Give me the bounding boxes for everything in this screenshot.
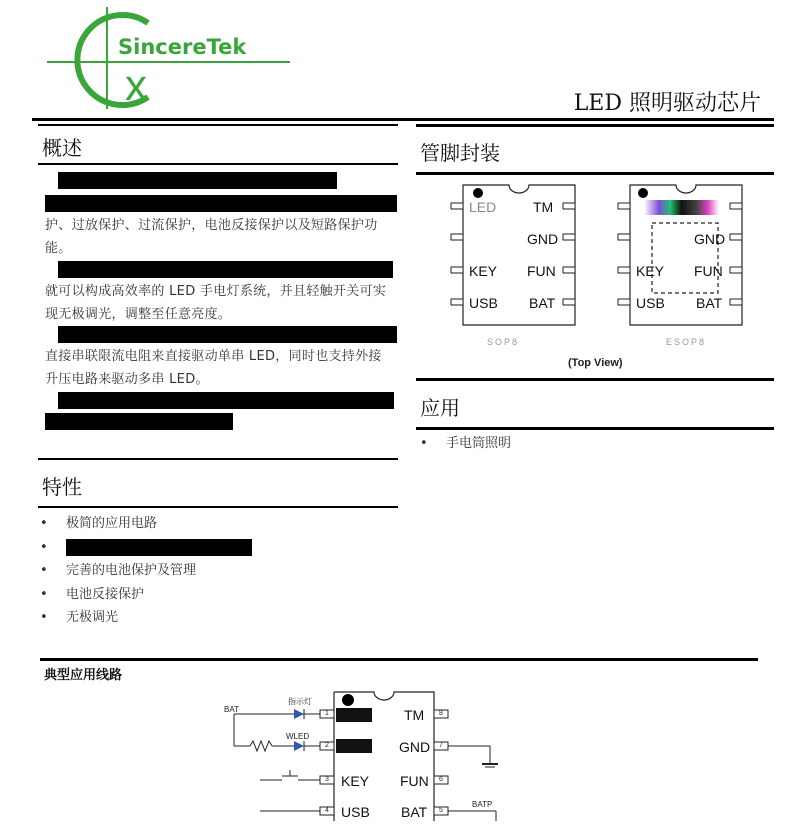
sop8-outline [447, 183, 582, 328]
redacted-block [58, 326, 397, 343]
overview-top-rule [38, 124, 398, 126]
feature-text: 无极调光 [66, 610, 119, 625]
pin-label-left: KEY [636, 263, 665, 279]
document-title: LED 照明驱动芯片 [573, 91, 761, 116]
features-title-rule [38, 506, 398, 508]
circuit-pin-number: 3 [325, 776, 329, 783]
pin-label-left: LED [469, 199, 497, 215]
application-title-rule [416, 427, 774, 430]
overview-para-2-line-1: 就可以构成高效率的 LED 手电灯系统，并且轻触开关可实 [45, 284, 387, 299]
circuit-pin-number: 4 [325, 807, 329, 814]
application-title: 应用 [420, 396, 460, 420]
circuit-pin-label: FUN [400, 773, 429, 789]
pin-label-right: BAT [529, 295, 556, 311]
bullet-icon: • [40, 539, 48, 555]
features-title: 特性 [42, 475, 82, 499]
bullet-icon: • [420, 436, 428, 451]
overview-para-1-line-1: 护、过放保护、过流保护，电池反接保护以及短路保护功 [45, 218, 378, 233]
bullet-icon: • [40, 516, 48, 531]
circuit-pin-number: 2 [325, 742, 329, 749]
sop8-package [447, 183, 582, 328]
redacted-block [58, 392, 394, 409]
feature-text: 极简的应用电路 [66, 516, 158, 531]
top-view-label: (Top View) [568, 357, 623, 369]
esop8-caption: ESOP8 [666, 337, 707, 347]
pin-label-right: TM [533, 199, 554, 215]
esop8-outline [614, 183, 749, 328]
circuit-pin-number: 1 [325, 710, 329, 717]
bullet-icon: • [40, 610, 48, 625]
list-item [40, 512, 380, 536]
pin-label-left: USB [636, 295, 665, 311]
circuit-bat-label: BAT [224, 705, 239, 714]
redacted-block [45, 195, 397, 212]
overview-para-3-line-2: 升压电路来驱动多串 LED。 [45, 372, 209, 387]
pin-label-right: FUN [694, 263, 723, 279]
pin-label-right: GND [527, 231, 559, 247]
redacted-block [45, 413, 233, 430]
bullet-icon: • [40, 586, 48, 602]
circuit-wled-label: WLED [286, 732, 310, 741]
logo [45, 5, 295, 110]
esop8-package [614, 183, 749, 328]
pin-label-left: USB [469, 295, 498, 311]
logo-text: SincereTek [118, 35, 247, 59]
sop8-caption: SOP8 [487, 337, 520, 347]
pinout-title: 管脚封装 [420, 141, 500, 165]
circuit-pin-label: TM [404, 707, 425, 723]
list-item [40, 606, 380, 630]
redacted-block [66, 539, 252, 556]
circuit-pin-label: USB [341, 804, 370, 820]
circuit-batp-label: BATP [472, 800, 493, 809]
circuit-pin-label: KEY [341, 773, 370, 789]
overview-title-rule [38, 163, 398, 165]
pinout-title-rule [416, 172, 774, 175]
pinout-top-rule [416, 124, 774, 127]
svg-text:x: x [125, 61, 147, 110]
application-list [420, 432, 760, 456]
circuit-pin-label: BAT [401, 804, 428, 820]
feature-text: 电池反接保护 [66, 586, 145, 602]
application-top-rule [416, 378, 774, 381]
application-text: 手电筒照明 [446, 436, 512, 451]
list-item [40, 559, 380, 583]
features-list [40, 512, 380, 630]
features-top-rule [38, 458, 398, 460]
list-item [40, 536, 380, 560]
circuit-title: 典型应用线路 [44, 668, 123, 683]
circuit-pin-number: 7 [439, 742, 443, 749]
circuit-pin-number: 5 [439, 807, 443, 814]
circuit-pin-label: GND [399, 739, 431, 755]
circuit-pin-number: 6 [439, 776, 443, 783]
overview-title: 概述 [42, 136, 82, 160]
overview-para-2-line-2: 现无极调光，调整至任意亮度。 [45, 307, 232, 322]
list-item [420, 432, 760, 456]
circuit-top-rule [40, 658, 758, 661]
pin-label-right: FUN [527, 263, 556, 279]
pin-label-right: GND [694, 231, 726, 247]
circuit-pin-number: 8 [439, 710, 443, 717]
circuit-indicator-label: 指示灯 [288, 697, 312, 706]
redacted-block [58, 172, 337, 189]
circuit-diagram [220, 690, 520, 821]
list-item [40, 583, 380, 607]
pin-label-right: BAT [696, 295, 723, 311]
header-rule [32, 118, 774, 121]
redacted-block [58, 261, 393, 278]
pin-label-left: KEY [469, 263, 498, 279]
overview-para-3-line-1: 直接串联限流电阻来直接驱动单串 LED，同时也支持外接 [45, 349, 382, 364]
bullet-icon: • [40, 563, 48, 578]
feature-text: 完善的电池保护及管理 [66, 563, 197, 578]
overview-para-1-line-2: 能。 [45, 241, 72, 256]
